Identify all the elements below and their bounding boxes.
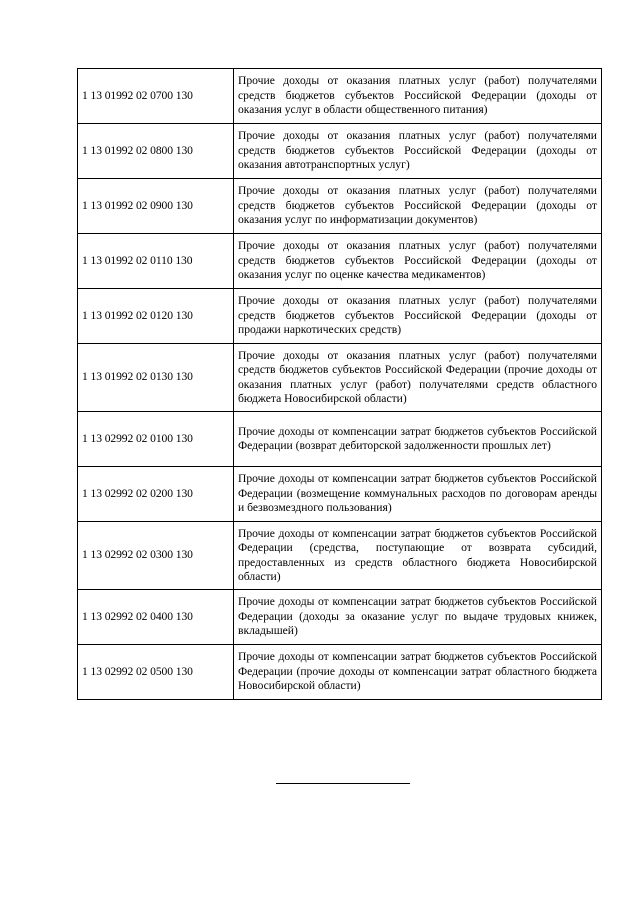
budget-code-cell: 1 13 02992 02 0400 130 [78,590,234,645]
budget-code-cell: 1 13 01992 02 0900 130 [78,179,234,234]
table-row [78,344,602,412]
income-description-cell: Прочие доходы от оказания платных услуг (работ) получателями средств бюджетов субъектов Российской Федерации (доходы от оказания услуг по информатизации документов) [234,179,602,234]
table-body [78,69,602,700]
budget-code-cell: 1 13 01992 02 0130 130 [78,344,234,412]
income-description-cell: Прочие доходы от компенсации затрат бюджетов субъектов Российской Федерации (доходы за оказание услуг по выдаче трудовых книжек, вкладышей) [234,590,602,645]
budget-code-cell: 1 13 01992 02 0120 130 [78,289,234,344]
income-description-cell: Прочие доходы от компенсации затрат бюджетов субъектов Российской Федерации (возврат дебиторской задолженности прошлых лет) [234,412,602,467]
table-row [78,179,602,234]
table-row [78,467,602,522]
income-description-cell: Прочие доходы от компенсации затрат бюджетов субъектов Российской Федерации (возмещение коммунальных расходов по договорам аренды и безвозмездного пользования) [234,467,602,522]
income-description-cell: Прочие доходы от компенсации затрат бюджетов субъектов Российской Федерации (прочие доходы от компенсации затрат областного бюджета Новосибирской области) [234,645,602,700]
table-row [78,645,602,700]
income-description-cell: Прочие доходы от оказания платных услуг (работ) получателями средств бюджетов субъектов Российской Федерации (прочие доходы от оказания платных услуг (работ) получателями средств областного бюджета Новосибирской области) [234,344,602,412]
budget-code-cell: 1 13 01992 02 0110 130 [78,234,234,289]
budget-code-cell: 1 13 01992 02 0800 130 [78,124,234,179]
budget-codes-table [77,68,602,700]
income-description-cell: Прочие доходы от оказания платных услуг (работ) получателями средств бюджетов субъектов Российской Федерации (доходы от продажи наркотических средств) [234,289,602,344]
budget-code-cell: 1 13 02992 02 0100 130 [78,412,234,467]
table-row [78,522,602,590]
table-row [78,124,602,179]
income-description-cell: Прочие доходы от компенсации затрат бюджетов субъектов Российской Федерации (средства, поступающие от возврата субсидий, предоставленных из средств областного бюджета Новосибирской области) [234,522,602,590]
table-row [78,234,602,289]
table-row [78,69,602,124]
budget-code-cell: 1 13 02992 02 0200 130 [78,467,234,522]
income-description-cell: Прочие доходы от оказания платных услуг (работ) получателями средств бюджетов субъектов Российской Федерации (доходы от оказания автотранспортных услуг) [234,124,602,179]
income-description-cell: Прочие доходы от оказания платных услуг (работ) получателями средств бюджетов субъектов Российской Федерации (доходы от оказания услуг в области общественного питания) [234,69,602,124]
budget-code-cell: 1 13 02992 02 0500 130 [78,645,234,700]
table-row [78,590,602,645]
budget-code-cell: 1 13 02992 02 0300 130 [78,522,234,590]
end-of-document-line [276,783,410,784]
table-row [78,412,602,467]
budget-code-cell: 1 13 01992 02 0700 130 [78,69,234,124]
table-row [78,289,602,344]
income-description-cell: Прочие доходы от оказания платных услуг (работ) получателями средств бюджетов субъектов Российской Федерации (доходы от оказания услуг по оценке качества медикаментов) [234,234,602,289]
